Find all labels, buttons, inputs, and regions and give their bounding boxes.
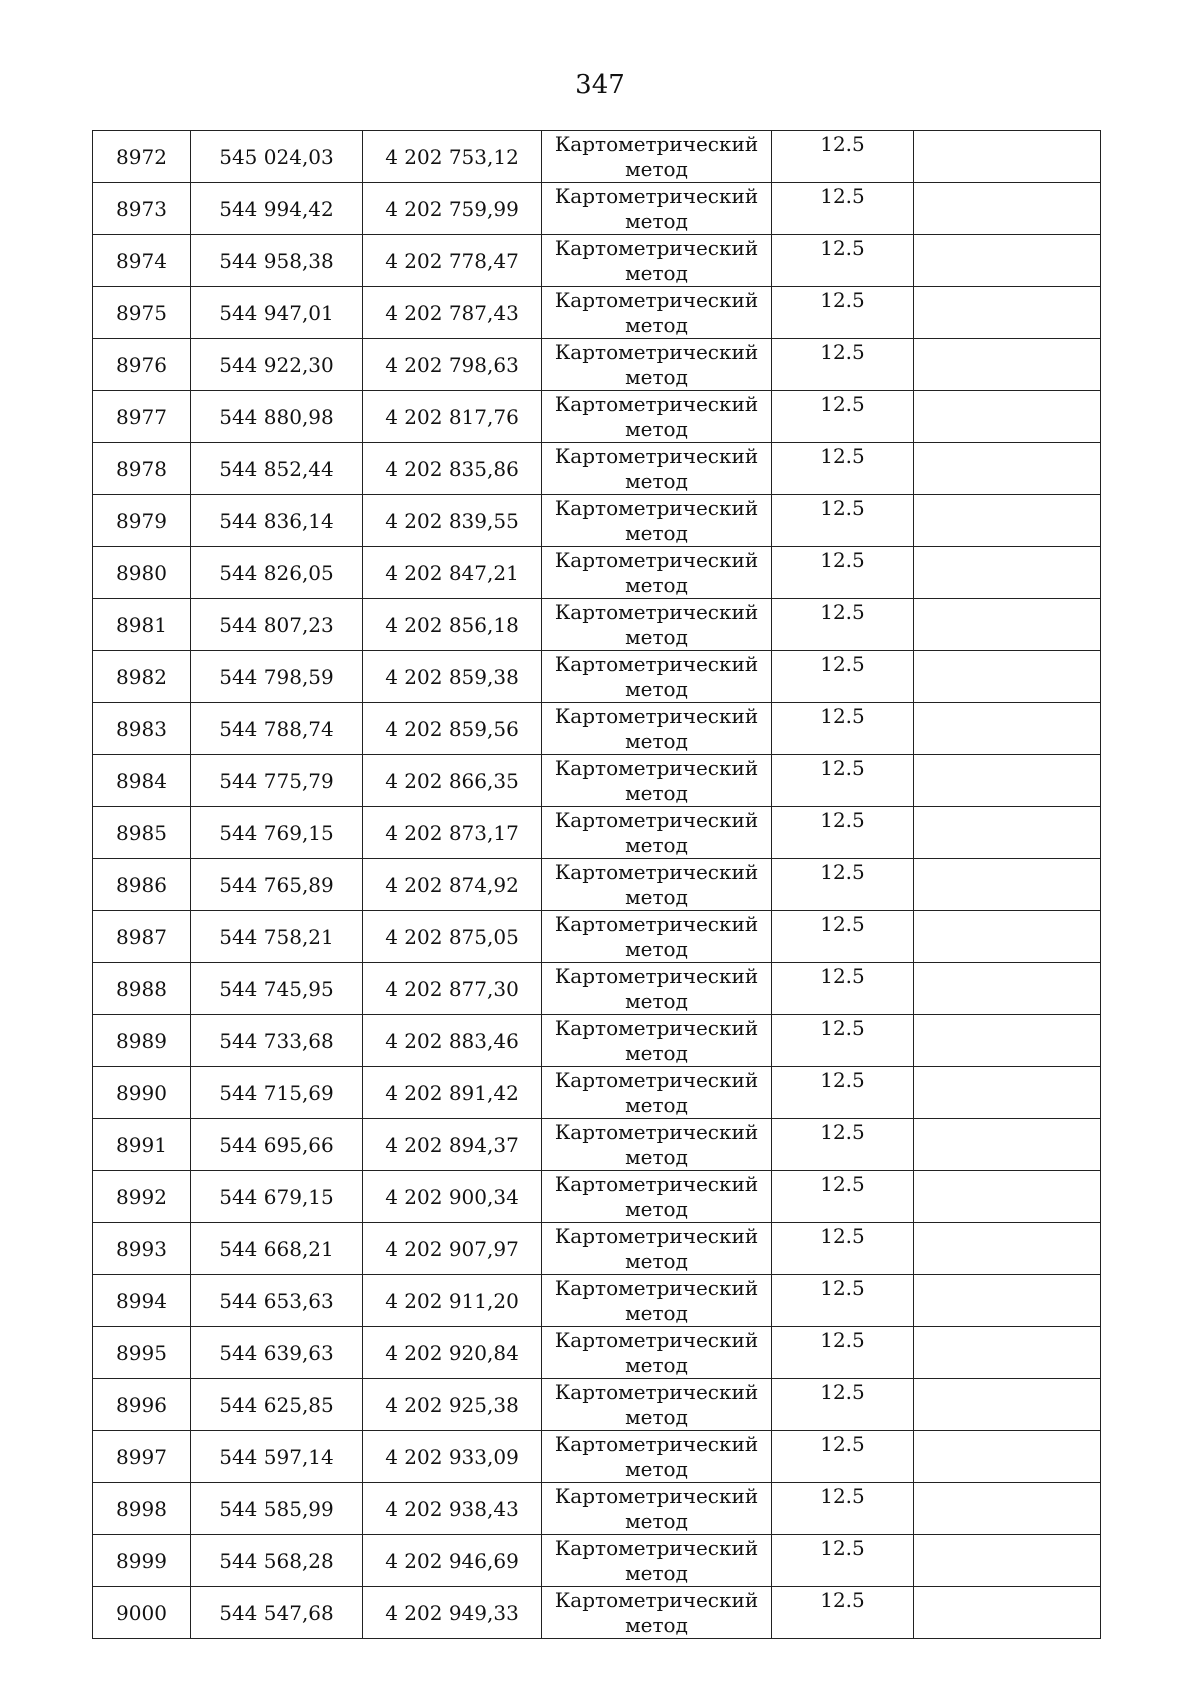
method-line-1: Картометрический	[554, 1224, 759, 1248]
note-cell	[914, 1015, 1101, 1067]
point-number-cell: 8998	[93, 1483, 191, 1535]
method-line-1: Картометрический	[554, 1328, 759, 1352]
note-cell	[914, 911, 1101, 963]
point-number-cell: 8984	[93, 755, 191, 807]
x-coordinate-cell: 544 994,42	[191, 183, 363, 235]
x-coordinate-cell: 544 798,59	[191, 651, 363, 703]
point-number-cell: 8977	[93, 391, 191, 443]
method-line-1: Картометрический	[554, 912, 759, 936]
point-number-cell: 8976	[93, 339, 191, 391]
table-row	[93, 391, 1101, 443]
note-cell	[914, 495, 1101, 547]
method-line-2: метод	[625, 1561, 688, 1585]
accuracy-cell: 12.5	[772, 963, 914, 1015]
table-row	[93, 1431, 1101, 1483]
method-cell	[542, 1223, 772, 1275]
method-line-1: Картометрический	[554, 1172, 759, 1196]
method-line-2: метод	[625, 261, 688, 285]
note-cell	[914, 1379, 1101, 1431]
note-cell	[914, 651, 1101, 703]
method-line-2: метод	[625, 573, 688, 597]
table-row	[93, 495, 1101, 547]
x-coordinate-cell: 544 769,15	[191, 807, 363, 859]
accuracy-cell: 12.5	[772, 183, 914, 235]
method-cell	[542, 495, 772, 547]
accuracy-cell: 12.5	[772, 391, 914, 443]
x-coordinate-cell: 544 585,99	[191, 1483, 363, 1535]
method-line-1: Картометрический	[554, 1484, 759, 1508]
accuracy-cell: 12.5	[772, 859, 914, 911]
method-cell	[542, 547, 772, 599]
table-row	[93, 1015, 1101, 1067]
table-row	[93, 911, 1101, 963]
method-line-1: Картометрический	[554, 548, 759, 572]
method-line-2: метод	[625, 521, 688, 545]
y-coordinate-cell: 4 202 835,86	[363, 443, 542, 495]
point-number-cell: 8983	[93, 703, 191, 755]
method-line-1: Картометрический	[554, 600, 759, 624]
method-line-1: Картометрический	[554, 808, 759, 832]
y-coordinate-cell: 4 202 949,33	[363, 1587, 542, 1639]
accuracy-cell: 12.5	[772, 1275, 914, 1327]
note-cell	[914, 235, 1101, 287]
note-cell	[914, 1275, 1101, 1327]
point-number-cell: 8972	[93, 131, 191, 183]
method-line-1: Картометрический	[554, 1068, 759, 1092]
accuracy-cell: 12.5	[772, 1483, 914, 1535]
accuracy-cell: 12.5	[772, 807, 914, 859]
table-row	[93, 703, 1101, 755]
y-coordinate-cell: 4 202 839,55	[363, 495, 542, 547]
method-line-2: метод	[625, 1145, 688, 1169]
accuracy-cell: 12.5	[772, 443, 914, 495]
method-line-2: метод	[625, 365, 688, 389]
y-coordinate-cell: 4 202 759,99	[363, 183, 542, 235]
method-cell	[542, 1119, 772, 1171]
table-row	[93, 1379, 1101, 1431]
point-number-cell: 8982	[93, 651, 191, 703]
x-coordinate-cell: 544 922,30	[191, 339, 363, 391]
method-line-1: Картометрический	[554, 964, 759, 988]
coordinates-table-body	[93, 131, 1101, 1639]
method-cell	[542, 1015, 772, 1067]
method-line-1: Картометрический	[554, 1536, 759, 1560]
accuracy-cell: 12.5	[772, 339, 914, 391]
method-line-1: Картометрический	[554, 340, 759, 364]
table-row	[93, 1119, 1101, 1171]
y-coordinate-cell: 4 202 866,35	[363, 755, 542, 807]
method-line-2: метод	[625, 1041, 688, 1065]
note-cell	[914, 755, 1101, 807]
accuracy-cell: 12.5	[772, 1067, 914, 1119]
note-cell	[914, 1171, 1101, 1223]
method-cell	[542, 651, 772, 703]
method-cell	[542, 755, 772, 807]
x-coordinate-cell: 544 547,68	[191, 1587, 363, 1639]
x-coordinate-cell: 544 826,05	[191, 547, 363, 599]
method-cell	[542, 1587, 772, 1639]
y-coordinate-cell: 4 202 778,47	[363, 235, 542, 287]
x-coordinate-cell: 544 695,66	[191, 1119, 363, 1171]
point-number-cell: 8974	[93, 235, 191, 287]
point-number-cell: 8999	[93, 1535, 191, 1587]
method-line-2: метод	[625, 989, 688, 1013]
note-cell	[914, 443, 1101, 495]
x-coordinate-cell: 544 715,69	[191, 1067, 363, 1119]
x-coordinate-cell: 544 668,21	[191, 1223, 363, 1275]
note-cell	[914, 859, 1101, 911]
method-line-1: Картометрический	[554, 444, 759, 468]
y-coordinate-cell: 4 202 787,43	[363, 287, 542, 339]
table-row	[93, 131, 1101, 183]
x-coordinate-cell: 544 733,68	[191, 1015, 363, 1067]
note-cell	[914, 1587, 1101, 1639]
note-cell	[914, 1535, 1101, 1587]
method-cell	[542, 1171, 772, 1223]
method-cell	[542, 339, 772, 391]
method-cell	[542, 287, 772, 339]
note-cell	[914, 391, 1101, 443]
accuracy-cell: 12.5	[772, 1535, 914, 1587]
y-coordinate-cell: 4 202 847,21	[363, 547, 542, 599]
y-coordinate-cell: 4 202 933,09	[363, 1431, 542, 1483]
method-line-2: метод	[625, 209, 688, 233]
point-number-cell: 8993	[93, 1223, 191, 1275]
accuracy-cell: 12.5	[772, 131, 914, 183]
method-cell	[542, 599, 772, 651]
method-line-1: Картометрический	[554, 1588, 759, 1612]
method-cell	[542, 1483, 772, 1535]
x-coordinate-cell: 544 836,14	[191, 495, 363, 547]
accuracy-cell: 12.5	[772, 599, 914, 651]
method-line-2: метод	[625, 469, 688, 493]
y-coordinate-cell: 4 202 875,05	[363, 911, 542, 963]
method-line-1: Картометрический	[554, 756, 759, 780]
table-row	[93, 1171, 1101, 1223]
method-line-1: Картометрический	[554, 652, 759, 676]
accuracy-cell: 12.5	[772, 547, 914, 599]
note-cell	[914, 183, 1101, 235]
note-cell	[914, 131, 1101, 183]
method-cell	[542, 391, 772, 443]
method-line-2: метод	[625, 1197, 688, 1221]
table-row	[93, 1067, 1101, 1119]
point-number-cell: 8986	[93, 859, 191, 911]
y-coordinate-cell: 4 202 798,63	[363, 339, 542, 391]
method-line-1: Картометрический	[554, 704, 759, 728]
table-row	[93, 443, 1101, 495]
x-coordinate-cell: 544 807,23	[191, 599, 363, 651]
point-number-cell: 8991	[93, 1119, 191, 1171]
method-line-2: метод	[625, 1353, 688, 1377]
x-coordinate-cell: 544 653,63	[191, 1275, 363, 1327]
method-line-2: метод	[625, 1249, 688, 1273]
table-row	[93, 1483, 1101, 1535]
x-coordinate-cell: 544 775,79	[191, 755, 363, 807]
method-line-2: метод	[625, 833, 688, 857]
note-cell	[914, 339, 1101, 391]
table-row	[93, 547, 1101, 599]
accuracy-cell: 12.5	[772, 1379, 914, 1431]
note-cell	[914, 1223, 1101, 1275]
table-row	[93, 339, 1101, 391]
method-line-2: метод	[625, 885, 688, 909]
method-line-2: метод	[625, 1457, 688, 1481]
table-row	[93, 599, 1101, 651]
table-row	[93, 1587, 1101, 1639]
accuracy-cell: 12.5	[772, 703, 914, 755]
accuracy-cell: 12.5	[772, 1223, 914, 1275]
note-cell	[914, 1431, 1101, 1483]
x-coordinate-cell: 544 765,89	[191, 859, 363, 911]
x-coordinate-cell: 544 625,85	[191, 1379, 363, 1431]
table-row	[93, 183, 1101, 235]
method-line-2: метод	[625, 1301, 688, 1325]
note-cell	[914, 547, 1101, 599]
method-cell	[542, 963, 772, 1015]
y-coordinate-cell: 4 202 911,20	[363, 1275, 542, 1327]
page-number: 347	[575, 70, 625, 100]
accuracy-cell: 12.5	[772, 287, 914, 339]
point-number-cell: 8981	[93, 599, 191, 651]
table-row	[93, 859, 1101, 911]
table-row	[93, 651, 1101, 703]
method-cell	[542, 859, 772, 911]
y-coordinate-cell: 4 202 873,17	[363, 807, 542, 859]
y-coordinate-cell: 4 202 877,30	[363, 963, 542, 1015]
accuracy-cell: 12.5	[772, 1431, 914, 1483]
method-line-2: метод	[625, 729, 688, 753]
y-coordinate-cell: 4 202 907,97	[363, 1223, 542, 1275]
y-coordinate-cell: 4 202 883,46	[363, 1015, 542, 1067]
method-cell	[542, 183, 772, 235]
note-cell	[914, 1119, 1101, 1171]
method-cell	[542, 1275, 772, 1327]
point-number-cell: 8990	[93, 1067, 191, 1119]
accuracy-cell: 12.5	[772, 1171, 914, 1223]
accuracy-cell: 12.5	[772, 495, 914, 547]
accuracy-cell: 12.5	[772, 1587, 914, 1639]
method-line-2: метод	[625, 1405, 688, 1429]
note-cell	[914, 807, 1101, 859]
note-cell	[914, 963, 1101, 1015]
method-cell	[542, 235, 772, 287]
method-line-1: Картометрический	[554, 860, 759, 884]
x-coordinate-cell: 544 758,21	[191, 911, 363, 963]
method-cell	[542, 703, 772, 755]
point-number-cell: 8973	[93, 183, 191, 235]
accuracy-cell: 12.5	[772, 911, 914, 963]
note-cell	[914, 287, 1101, 339]
method-line-1: Картометрический	[554, 184, 759, 208]
y-coordinate-cell: 4 202 938,43	[363, 1483, 542, 1535]
accuracy-cell: 12.5	[772, 651, 914, 703]
y-coordinate-cell: 4 202 946,69	[363, 1535, 542, 1587]
point-number-cell: 9000	[93, 1587, 191, 1639]
y-coordinate-cell: 4 202 753,12	[363, 131, 542, 183]
method-line-1: Картометрический	[554, 236, 759, 260]
point-number-cell: 8975	[93, 287, 191, 339]
method-line-1: Картометрический	[554, 392, 759, 416]
point-number-cell: 8994	[93, 1275, 191, 1327]
method-cell	[542, 1327, 772, 1379]
point-number-cell: 8987	[93, 911, 191, 963]
y-coordinate-cell: 4 202 900,34	[363, 1171, 542, 1223]
x-coordinate-cell: 544 597,14	[191, 1431, 363, 1483]
y-coordinate-cell: 4 202 874,92	[363, 859, 542, 911]
table-row	[93, 807, 1101, 859]
method-line-2: метод	[625, 313, 688, 337]
point-number-cell: 8978	[93, 443, 191, 495]
x-coordinate-cell: 544 880,98	[191, 391, 363, 443]
point-number-cell: 8992	[93, 1171, 191, 1223]
note-cell	[914, 599, 1101, 651]
x-coordinate-cell: 544 947,01	[191, 287, 363, 339]
x-coordinate-cell: 544 852,44	[191, 443, 363, 495]
method-line-2: метод	[625, 1613, 688, 1637]
x-coordinate-cell: 545 024,03	[191, 131, 363, 183]
note-cell	[914, 703, 1101, 755]
table-row	[93, 963, 1101, 1015]
table-row	[93, 235, 1101, 287]
point-number-cell: 8979	[93, 495, 191, 547]
method-cell	[542, 1379, 772, 1431]
method-line-2: метод	[625, 625, 688, 649]
x-coordinate-cell: 544 788,74	[191, 703, 363, 755]
point-number-cell: 8989	[93, 1015, 191, 1067]
x-coordinate-cell: 544 745,95	[191, 963, 363, 1015]
table-row	[93, 1275, 1101, 1327]
y-coordinate-cell: 4 202 817,76	[363, 391, 542, 443]
note-cell	[914, 1483, 1101, 1535]
method-cell	[542, 911, 772, 963]
table-row	[93, 1535, 1101, 1587]
method-line-2: метод	[625, 157, 688, 181]
coordinates-table	[92, 130, 1101, 1639]
note-cell	[914, 1067, 1101, 1119]
x-coordinate-cell: 544 679,15	[191, 1171, 363, 1223]
y-coordinate-cell: 4 202 925,38	[363, 1379, 542, 1431]
accuracy-cell: 12.5	[772, 1119, 914, 1171]
method-line-1: Картометрический	[554, 1120, 759, 1144]
method-cell	[542, 1431, 772, 1483]
method-line-1: Картометрический	[554, 1276, 759, 1300]
table-row	[93, 287, 1101, 339]
method-line-2: метод	[625, 417, 688, 441]
method-line-2: метод	[625, 1509, 688, 1533]
method-cell	[542, 1067, 772, 1119]
method-line-2: метод	[625, 937, 688, 961]
table-row	[93, 1327, 1101, 1379]
method-line-1: Картометрический	[554, 1016, 759, 1040]
method-line-1: Картометрический	[554, 1380, 759, 1404]
point-number-cell: 8996	[93, 1379, 191, 1431]
method-line-1: Картометрический	[554, 288, 759, 312]
method-cell	[542, 1535, 772, 1587]
method-cell	[542, 131, 772, 183]
method-line-1: Картометрический	[554, 496, 759, 520]
note-cell	[914, 1327, 1101, 1379]
x-coordinate-cell: 544 639,63	[191, 1327, 363, 1379]
accuracy-cell: 12.5	[772, 755, 914, 807]
method-line-2: метод	[625, 677, 688, 701]
method-cell	[542, 443, 772, 495]
point-number-cell: 8980	[93, 547, 191, 599]
x-coordinate-cell: 544 958,38	[191, 235, 363, 287]
y-coordinate-cell: 4 202 859,38	[363, 651, 542, 703]
table-row	[93, 755, 1101, 807]
method-cell	[542, 807, 772, 859]
method-line-2: метод	[625, 781, 688, 805]
y-coordinate-cell: 4 202 920,84	[363, 1327, 542, 1379]
method-line-2: метод	[625, 1093, 688, 1117]
accuracy-cell: 12.5	[772, 1015, 914, 1067]
point-number-cell: 8997	[93, 1431, 191, 1483]
x-coordinate-cell: 544 568,28	[191, 1535, 363, 1587]
y-coordinate-cell: 4 202 891,42	[363, 1067, 542, 1119]
accuracy-cell: 12.5	[772, 1327, 914, 1379]
method-line-1: Картометрический	[554, 1432, 759, 1456]
y-coordinate-cell: 4 202 894,37	[363, 1119, 542, 1171]
point-number-cell: 8985	[93, 807, 191, 859]
point-number-cell: 8995	[93, 1327, 191, 1379]
point-number-cell: 8988	[93, 963, 191, 1015]
y-coordinate-cell: 4 202 856,18	[363, 599, 542, 651]
accuracy-cell: 12.5	[772, 235, 914, 287]
method-line-1: Картометрический	[554, 132, 759, 156]
table-row	[93, 1223, 1101, 1275]
y-coordinate-cell: 4 202 859,56	[363, 703, 542, 755]
